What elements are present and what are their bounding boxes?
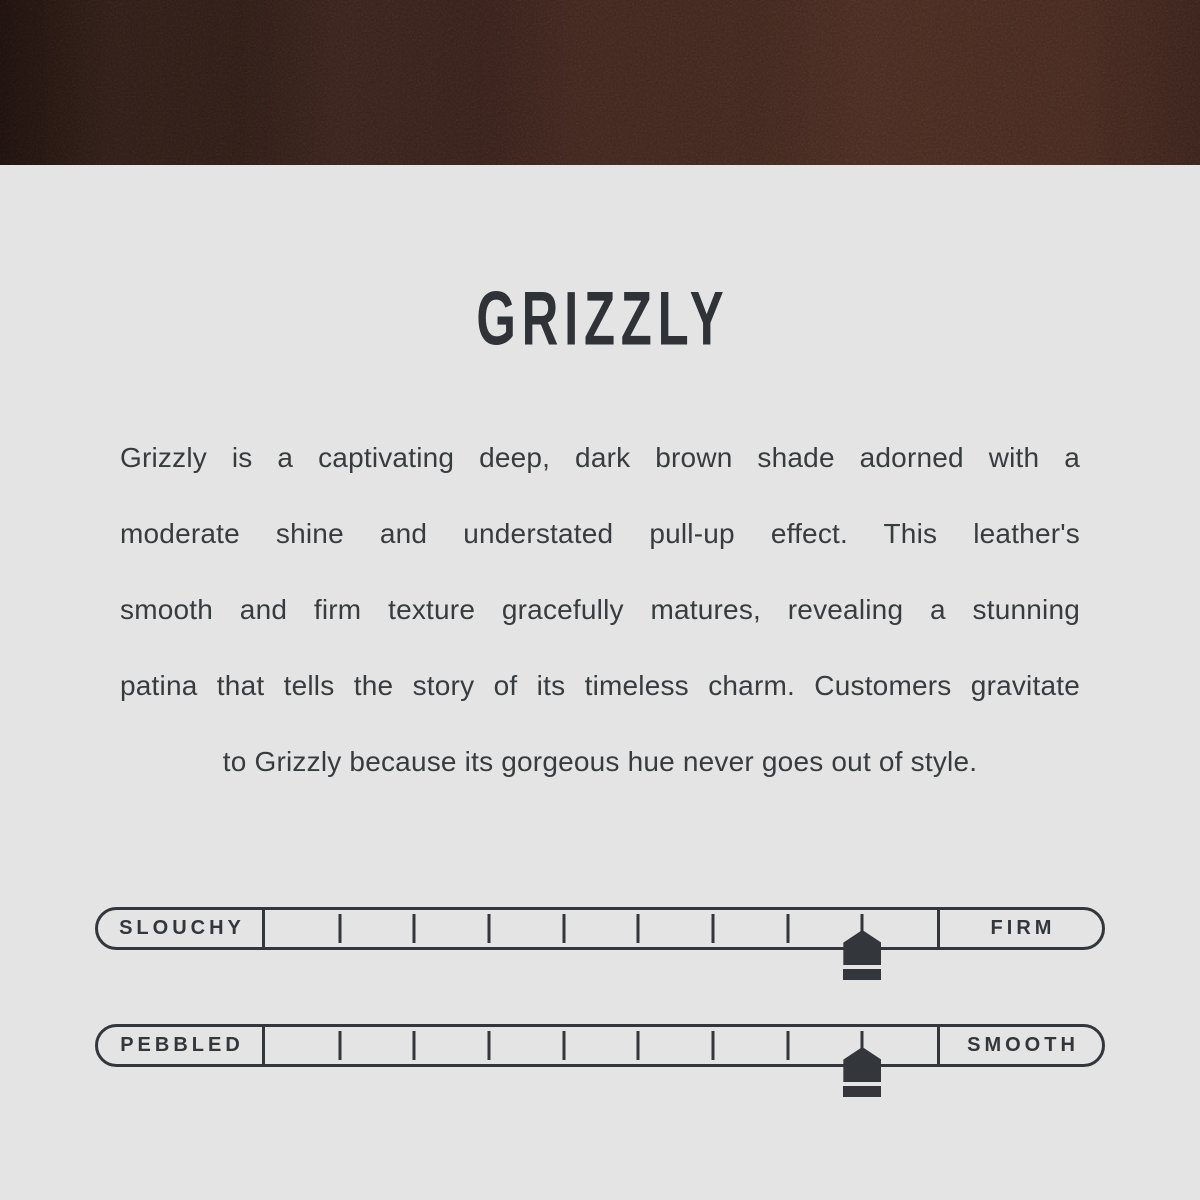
scale-right-label: FIRM (990, 917, 1056, 939)
scale-tick (488, 1031, 491, 1060)
scale-marker-pointer (843, 930, 881, 965)
description-line: patina that tells the story of its timeless charm. Customers gravitate (120, 670, 1080, 701)
description-line: smooth and firm texture gracefully matures, revealing a stunning (120, 594, 1080, 625)
scale-tick (488, 914, 491, 943)
scale-track (265, 1027, 937, 1064)
pebbled-smooth-scale (95, 1024, 1105, 1067)
page-title: GRIZZLY (476, 277, 730, 362)
scale-tick (637, 1031, 640, 1060)
scale-tick (637, 914, 640, 943)
scale-marker (843, 1047, 881, 1097)
scale-marker-pointer (843, 1047, 881, 1082)
leather-grain-overlay (0, 0, 1200, 165)
description-line: Grizzly is a captivating deep, dark brown shade adorned with a (120, 442, 1080, 473)
scale-right-label: SMOOTH (967, 1034, 1079, 1056)
description-line: moderate shine and understated pull-up effect. This leather's (120, 518, 1080, 549)
scale-tick (562, 1031, 565, 1060)
scale-tick (413, 914, 416, 943)
leather-texture-image (0, 0, 1200, 165)
scale-marker (843, 930, 881, 980)
scale-marker-base (843, 969, 881, 980)
scale-tick (338, 1031, 341, 1060)
scale-tick (786, 914, 789, 943)
scale-tick (562, 914, 565, 943)
scale-tick (786, 1031, 789, 1060)
scale-tick (338, 914, 341, 943)
scale-tick (413, 1031, 416, 1060)
color-description (120, 420, 1080, 800)
scale-tick (712, 914, 715, 943)
scale-track (265, 910, 937, 947)
description-line: to Grizzly because its gorgeous hue never goes out of style. (222, 746, 978, 777)
scale-left-label: SLOUCHY (119, 917, 245, 939)
scale-marker-base (843, 1086, 881, 1097)
scale-tick (712, 1031, 715, 1060)
scale-left-label: PEBBLED (120, 1034, 244, 1056)
slouchy-firm-scale (95, 907, 1105, 950)
